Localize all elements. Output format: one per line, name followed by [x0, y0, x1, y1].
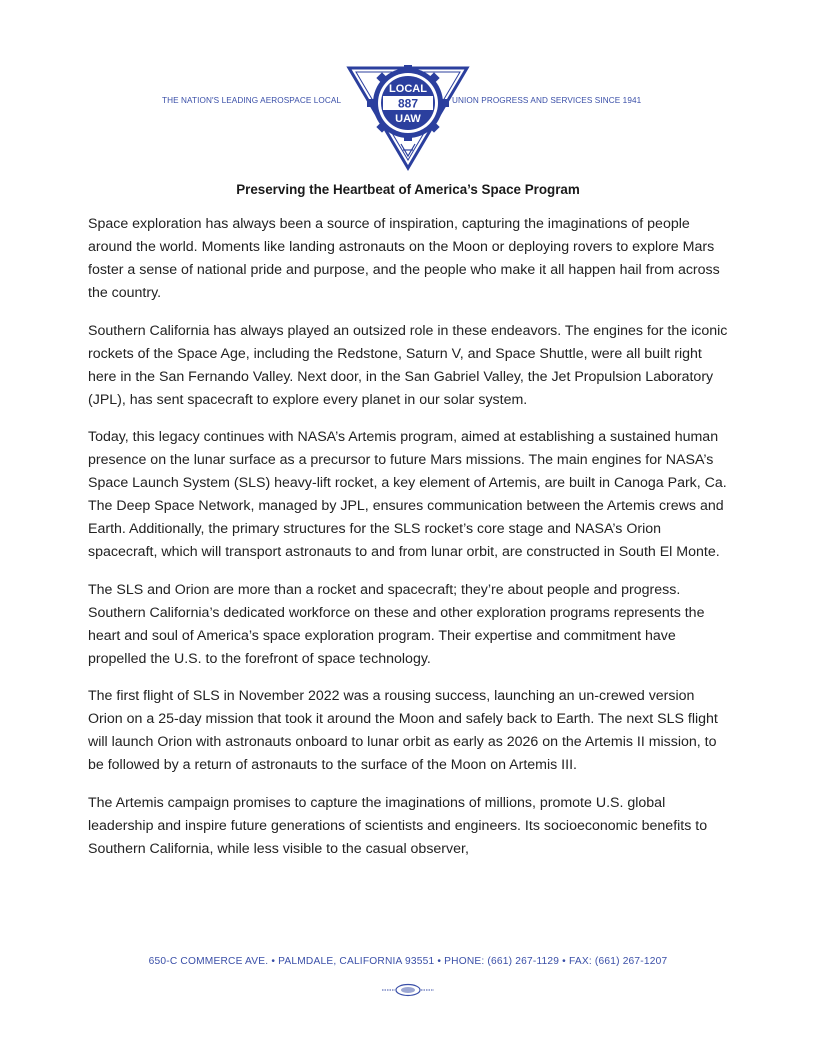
uaw-gear-triangle-logo-icon: [345, 60, 471, 172]
logo-local-text: LOCAL: [389, 83, 427, 95]
letterhead: [0, 0, 816, 175]
paragraph: Space exploration has always been a source of inspiration, capturing the imaginations of people around the world. Moments like landing astronauts on the Moon or deploying rovers to explore Mars foster a sense of national pride and purpose, and the people who make it all happen hail from across the country.: [88, 216, 720, 301]
paragraph: Southern California has always played an outsized role in these endeavors. The engines for the iconic rockets of the Space Age, including the Redstone, Saturn V, and Space Shuttle, were all built right here in the San Fernando Valley. Next door, in the San Gabriel Valley, the Jet Propulsion Laboratory (JPL), has sent spacecraft to explore every planet in our solar system.: [88, 322, 728, 408]
letterhead-tagline-right: UNION PROGRESS AND SERVICES SINCE 1941: [452, 96, 642, 105]
paragraph: The Artemis campaign promises to capture the imaginations of millions, promote U.S. global leadership and inspire future generations of scientists and engineers. Its socioeconomic benefits to Southern California, while less visible to the casual observer,: [88, 794, 708, 857]
footer-address: 650-C COMMERCE AVE. • PALMDALE, CALIFORNIA 93551 • PHONE: (661) 267-1129 • FAX: (661) 267-1207: [148, 956, 668, 967]
logo-number-text: 887: [397, 96, 419, 111]
union-label-bug-icon: [378, 983, 438, 997]
document-body: [88, 213, 728, 875]
document-title: Preserving the Heartbeat of America’s Space Program: [236, 182, 580, 197]
paragraph: The SLS and Orion are more than a rocket and spacecraft; they’re about people and progress. Southern California’s dedicated workforce on these and other exploration programs represents the heart and soul of America’s space exploration program. Their expertise and commitment have propelled the U.S. to the forefront of space technology.: [88, 581, 705, 667]
paragraph: The first flight of SLS in November 2022 was a rousing success, launching an un-crewed version Orion on a 25-day mission that took it around the Moon and safely back to Earth. The next SLS flight will launch Orion with astronauts onboard to lunar orbit as early as 2026 on the Artemis II mission, to be followed by a return of astronauts to the surface of the Moon on Artemis III.: [88, 688, 718, 773]
letterhead-tagline-left: THE NATION'S LEADING AEROSPACE LOCAL: [162, 96, 342, 105]
paragraph: Today, this legacy continues with NASA’s Artemis program, aimed at establishing a sustained human presence on the lunar surface as a precursor to future Mars missions. The main engines for NASA’s Space Launch System (SLS) heavy-lift rocket, a key element of Artemis, are built in Canoga Park, Ca. The Deep Space Network, managed by JPL, ensures communication between the Artemis crews and Earth. Additionally, the primary structures for the SLS rocket’s core stage and NASA’s Orion spacecraft, which will transport astronauts to and from lunar orbit, are constructed in South El Monte.: [88, 429, 727, 560]
logo-uaw-text: UAW: [395, 113, 421, 125]
